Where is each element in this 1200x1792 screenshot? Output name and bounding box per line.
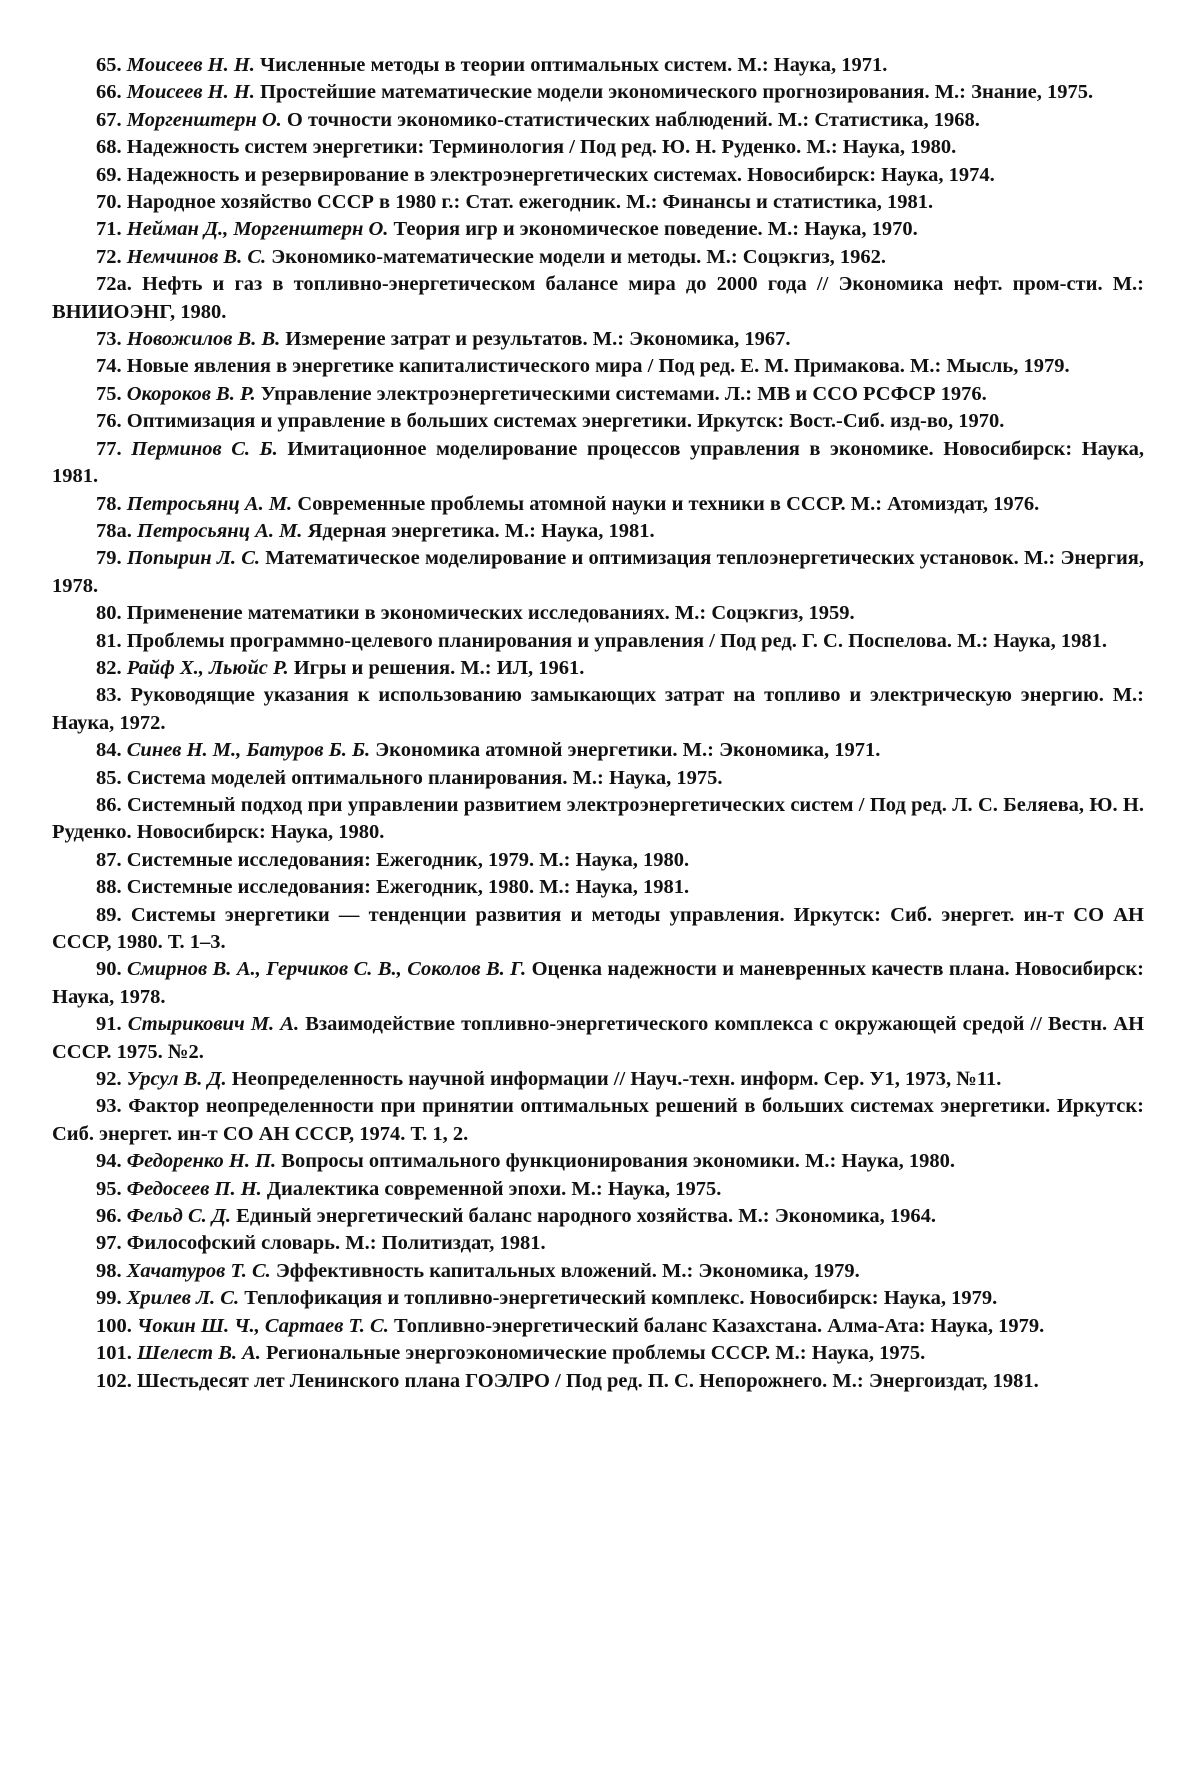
reference-number: 79.: [96, 547, 122, 570]
reference-text: Ядерная энергетика. М.: Наука, 1981.: [307, 519, 655, 542]
reference-entry: [52, 847, 1144, 874]
reference-author: Фельд С. Д.: [126, 1205, 232, 1228]
reference-number: 86.: [96, 793, 122, 816]
reference-entry: [52, 1148, 1144, 1175]
reference-text: Простейшие математические модели экономического прогнозирования. М.: Знание, 1975.: [260, 81, 1094, 104]
reference-number: 75.: [96, 382, 122, 405]
reference-number: 102.: [96, 1369, 132, 1392]
reference-author: Новожилов В. В.: [126, 328, 281, 351]
reference-text: Игры и решения. М.: ИЛ, 1961.: [293, 656, 585, 679]
reference-author: Стырикович М. А.: [127, 1013, 300, 1036]
reference-author: Хрилев Л. С.: [126, 1287, 240, 1310]
reference-number: 74.: [96, 355, 122, 378]
reference-number: 67.: [96, 108, 122, 131]
reference-text: Численные методы в теории оптимальных систем. М.: Наука, 1971.: [260, 54, 888, 76]
reference-text: Неопределенность научной информации // Науч.-техн. информ. Сер. У1, 1973, №11.: [231, 1068, 1002, 1091]
reference-text: Системные исследования: Ежегодник, 1979. М.: Наука, 1980.: [126, 848, 690, 871]
reference-text: Измерение затрат и результатов. М.: Экономика, 1967.: [285, 328, 791, 351]
reference-author: Петросьянц А. М.: [137, 519, 303, 542]
reference-entry: [52, 1368, 1144, 1395]
reference-entry: [52, 134, 1144, 161]
reference-text: Надежность систем энергетики: Терминология / Под ред. Ю. Н. Руденко. М.: Наука, 1980.: [126, 136, 957, 159]
reference-text: Народное хозяйство СССР в 1980 г.: Стат. ежегодник. М.: Финансы и статистика, 1981.: [126, 191, 934, 214]
reference-number: 90.: [96, 958, 122, 981]
reference-author: Смирнов В. А., Герчиков С. В., Соколов В. Г.: [127, 958, 527, 981]
reference-entry: [52, 381, 1144, 408]
reference-text: Эффективность капитальных вложений. М.: Экономика, 1979.: [275, 1259, 860, 1282]
reference-text: Единый энергетический баланс народного хозяйства. М.: Экономика, 1964.: [236, 1205, 936, 1228]
reference-text: Системные исследования: Ежегодник, 1980. М.: Наука, 1981.: [126, 876, 690, 899]
reference-number: 98.: [96, 1259, 122, 1282]
reference-number: 72.: [96, 245, 122, 268]
reference-text: Математическое моделирование и оптимизация теплоэнергетических установок. М.: Энергия, 1978.: [52, 547, 1144, 597]
reference-author: Шелест В. А.: [137, 1342, 261, 1365]
reference-entry: [52, 52, 1144, 79]
reference-author: Нейман Д., Моргенштерн О.: [126, 218, 389, 241]
reference-number: 78.: [96, 492, 122, 515]
reference-number: 99.: [96, 1287, 122, 1310]
reference-author: Перминов С. Б.: [131, 437, 278, 460]
reference-text: Теория игр и экономическое поведение. М.: Наука, 1970.: [393, 218, 918, 241]
reference-number: 69.: [96, 163, 122, 186]
reference-number: 89.: [96, 903, 122, 926]
reference-entry: [52, 1258, 1144, 1285]
reference-text: Топливно-энергетический баланс Казахстана. Алма-Ата: Наука, 1979.: [393, 1314, 1045, 1337]
reference-number: 78а.: [96, 519, 132, 542]
reference-text: Взаимодействие топливно-энергетического комплекса с окружающей средой // Вестн. АН СССР. 1975. №2.: [52, 1013, 1145, 1063]
reference-entry: [52, 326, 1144, 353]
reference-number: 87.: [96, 848, 122, 871]
reference-number: 82.: [96, 656, 122, 679]
reference-text: Теплофикация и топливно-энергетический комплекс. Новосибирск: Наука, 1979.: [244, 1287, 998, 1310]
reference-text: Вопросы оптимального функционирования экономики. М.: Наука, 1980.: [281, 1150, 955, 1173]
reference-number: 76.: [96, 410, 122, 433]
reference-entry: [52, 956, 1144, 1011]
reference-number: 84.: [96, 739, 122, 762]
reference-entry: [52, 1230, 1144, 1257]
reference-author: Федоренко Н. П.: [126, 1150, 277, 1173]
reference-number: 81.: [96, 629, 122, 652]
reference-text: О точности экономико-статистических наблюдений. М.: Статистика, 1968.: [286, 108, 980, 131]
reference-text: Экономика атомной энергетики. М.: Экономика, 1971.: [375, 739, 881, 762]
reference-author: Попырин Л. С.: [126, 547, 261, 570]
reference-entry: [52, 79, 1144, 106]
reference-entry: [52, 436, 1144, 491]
reference-entry: [52, 628, 1144, 655]
reference-text: Шестьдесят лет Ленинского плана ГОЭЛРО / Под ред. П. С. Непорожнего. М.: Энергоиздат, 1981.: [137, 1369, 1039, 1392]
reference-entry: [52, 271, 1144, 326]
reference-text: Система моделей оптимального планирования. М.: Наука, 1975.: [126, 766, 723, 789]
reference-number: 80.: [96, 602, 122, 625]
reference-text: Новые явления в энергетике капиталистического мира / Под ред. Е. М. Примакова. М.: Мысль, 1979.: [126, 355, 1070, 378]
reference-text: Оптимизация и управление в больших системах энергетики. Иркутск: Вост.-Сиб. изд-во, 1970.: [126, 410, 1005, 433]
reference-number: 65.: [96, 54, 122, 76]
reference-number: 73.: [96, 328, 122, 351]
reference-number: 101.: [96, 1342, 132, 1365]
reference-number: 96.: [96, 1205, 122, 1228]
reference-author: Немчинов В. С.: [126, 245, 267, 268]
reference-text: Надежность и резервирование в электроэнергетических системах. Новосибирск: Наука, 1974.: [126, 163, 995, 186]
reference-author: Моисеев Н. Н.: [126, 54, 255, 76]
reference-entry: [52, 1011, 1144, 1066]
reference-text: Региональные энергоэкономические проблемы СССР. М.: Наука, 1975.: [266, 1342, 926, 1365]
reference-author: Чокин Ш. Ч., Сартаев Т. С.: [137, 1314, 389, 1337]
reference-entry: [52, 737, 1144, 764]
reference-text: Системный подход при управлении развитием электроэнергетических систем / Под ред. Л. С. Беляева, Ю. Н. Руденко. Новосибирск: Наука, 1980.: [52, 793, 1144, 844]
reference-number: 70.: [96, 191, 122, 214]
reference-entry: [52, 765, 1144, 792]
reference-number: 92.: [96, 1068, 122, 1091]
reference-author: Окороков В. Р.: [126, 382, 256, 405]
reference-number: 94.: [96, 1150, 122, 1173]
reference-entry: [52, 162, 1144, 189]
reference-number: 85.: [96, 766, 122, 789]
reference-entry: [52, 189, 1144, 216]
reference-author: Моисеев Н. Н.: [126, 81, 255, 104]
reference-text: Проблемы программно-целевого планирования и управления / Под ред. Г. С. Поспелова. М.: Наука, 1981.: [126, 629, 1108, 652]
reference-entry: [52, 902, 1144, 957]
reference-text: Руководящие указания к использованию замыкающих затрат на топливо и электрическую энергию. М.: Наука, 1972.: [52, 684, 1145, 734]
reference-entry: [52, 545, 1144, 600]
reference-author: Федосеев П. Н.: [126, 1177, 262, 1200]
reference-entry: [52, 1066, 1144, 1093]
reference-entry: [52, 1203, 1144, 1230]
reference-entry: [52, 107, 1144, 134]
reference-number: 71.: [96, 218, 122, 241]
reference-list: [52, 52, 1144, 1395]
reference-number: 100.: [96, 1314, 132, 1337]
reference-author: Райф Х., Льюйс Р.: [126, 656, 289, 679]
reference-number: 72а.: [96, 273, 132, 296]
reference-entry: [52, 1176, 1144, 1203]
reference-number: 97.: [96, 1232, 122, 1255]
reference-text: Фактор неопределенности при принятии оптимальных решений в больших системах энергетики. Иркутск: Сиб. энергет. ин-т СО АН СССР, 1974. Т. 1, 2.: [52, 1095, 1144, 1145]
reference-entry: [52, 600, 1144, 627]
reference-text: Экономико-математические модели и методы. М.: Соцэкгиз, 1962.: [271, 245, 887, 268]
reference-number: 77.: [96, 437, 122, 460]
reference-entry: [52, 792, 1144, 847]
reference-number: 93.: [96, 1095, 122, 1118]
reference-entry: [52, 655, 1144, 682]
reference-number: 95.: [96, 1177, 122, 1200]
reference-number: 68.: [96, 136, 122, 159]
reference-author: Моргенштерн О.: [126, 108, 282, 131]
reference-entry: [52, 518, 1144, 545]
reference-entry: [52, 1285, 1144, 1312]
reference-text: Системы энергетики — тенденции развития и методы управления. Иркутск: Сиб. энергет. ин-т СО АН СССР, 1980. Т. 1–3.: [52, 903, 1144, 953]
reference-number: 66.: [96, 81, 122, 104]
reference-entry: [52, 1093, 1144, 1148]
reference-entry: [52, 1340, 1144, 1367]
reference-entry: [52, 216, 1144, 243]
reference-text: Применение математики в экономических исследованиях. М.: Соцэкгиз, 1959.: [126, 602, 855, 625]
reference-entry: [52, 408, 1144, 435]
reference-author: Петросьянц А. М.: [126, 492, 293, 515]
reference-number: 91.: [96, 1013, 122, 1036]
reference-author: Урсул В. Д.: [126, 1068, 227, 1091]
reference-entry: [52, 1313, 1144, 1340]
reference-entry: [52, 353, 1144, 380]
reference-text: Имитационное моделирование процессов управления в экономике. Новосибирск: Наука, 1981.: [52, 437, 1145, 488]
reference-text: Философский словарь. М.: Политиздат, 1981.: [126, 1232, 546, 1255]
reference-number: 83.: [96, 684, 122, 707]
reference-author: Хачатуров Т. С.: [126, 1259, 271, 1282]
reference-text: Современные проблемы атомной науки и техники в СССР. М.: Атомиздат, 1976.: [297, 492, 1040, 515]
reference-entry: [52, 874, 1144, 901]
reference-text: Управление электроэнергетическими системами. Л.: МВ и ССО РСФСР 1976.: [260, 382, 987, 405]
reference-author: Синев Н. М., Батуров Б. Б.: [126, 739, 371, 762]
reference-entry: [52, 491, 1144, 518]
reference-text: Диалектика современной эпохи. М.: Наука, 1975.: [266, 1177, 722, 1200]
reference-text: Нефть и газ в топливно-энергетическом балансе мира до 2000 года // Экономика нефт. пром-сти. М.: ВНИИОЭНГ, 1980.: [52, 273, 1144, 323]
reference-number: 88.: [96, 876, 122, 899]
reference-text: Оценка надежности и маневренных качеств плана. Новосибирск: Наука, 1978.: [52, 958, 1145, 1008]
reference-entry: [52, 682, 1144, 737]
reference-entry: [52, 244, 1144, 271]
